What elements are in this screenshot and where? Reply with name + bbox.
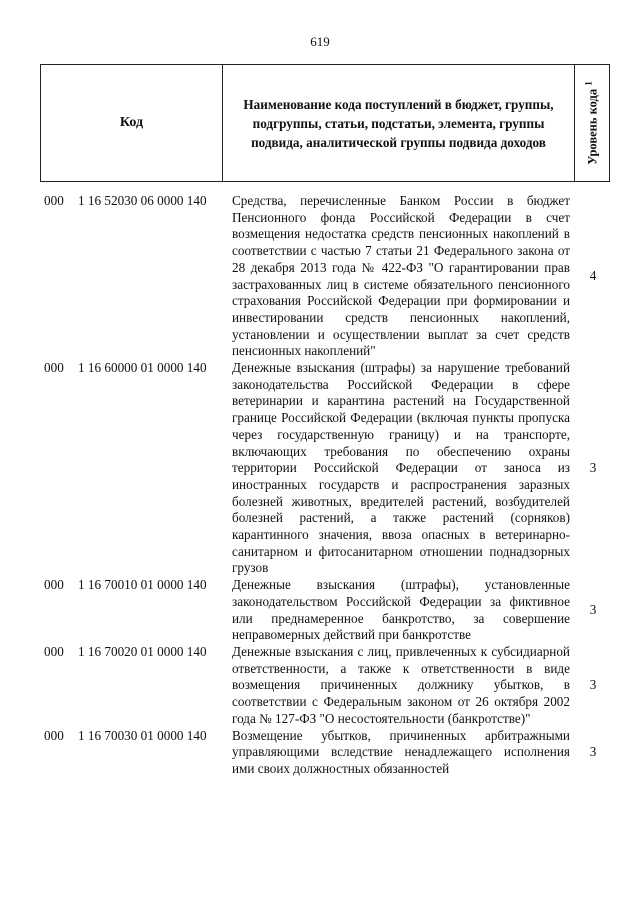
row-name: Средства, перечисленные Банком России в бюджет Пенсионного фонда Российской Федерации в счет возмещения недостатка средств пенсионных накоплений в соответствии с частью 7 статьи 21 Федерального закона от 28 декабря 2013 года № 422-ФЗ "О гарантировании прав застрахованных лиц в системе обязательного пенсионного страхования Российской Федерации при формировании и инвестировании средств пенсионных накоплений, установлении и осуществлении выплат за счет средств пенсионных накоплений" [232,193,570,359]
page-number: 619 [310,34,330,49]
row-prefix: 000 [44,577,64,593]
row-code: 1 16 70010 01 0000 140 [78,577,207,593]
table-header [40,64,610,182]
row-level: 4 [589,268,597,284]
row-code: 1 16 52030 06 0000 140 [78,193,207,208]
row-code: 1 16 70020 01 0000 140 [78,643,207,659]
row-name: Денежные взыскания (штрафы) за нарушение требований законодательства Российской Федерации в сфере ветеринарии и карантина растений на Государственной границе Российской Федерации (включая пункты пропуска через государственную границу) и на транспорте, включающих требования по обеспечению охраны территории Российской Федерации от заноса из иностранных государств и распространения заразных болезней животных, вредителей растений, возбудителей болезней растений, а также растений (сорняков) карантинного значения, ввоза опасных в ветеринарно-санитарном и фитосанитарном отношении поднадзорных грузов [232,360,570,576]
table-row [40,644,610,728]
row-name: Денежные взыскания (штрафы), установленные законодательством Российской Федерации за фиктивное или преднамеренное банкротство, за совершение неправомерных действий при банкротстве [232,577,570,643]
row-level: 3 [589,460,597,476]
row-code: 1 16 60000 01 0000 140 [78,360,207,376]
row-level: 3 [589,602,597,618]
row-code: 1 16 70030 01 0000 140 [78,727,207,743]
row-name: Денежные взыскания с лиц, привлеченных к субсидиарной ответственности, а также к ответственности в виде возмещения причиненных должнику убытков, в соответствии с Федеральным законом от 26 октября 2002 года № 127-ФЗ "О несостоятельности (банкротстве)" [232,643,570,726]
row-prefix: 000 [44,360,64,376]
header-code [41,65,223,181]
table-row [40,360,610,577]
row-prefix: 000 [44,727,64,743]
header-level [575,65,609,181]
header-name [223,65,575,181]
table-row [40,728,610,778]
row-prefix: 000 [44,193,64,208]
header-level-footnote: 1 [583,81,594,86]
header-level-text: Уровень кода [585,88,600,165]
header-level-label [583,81,600,164]
header-code-label: Код [119,115,144,130]
header-name-label: Наименование кода поступлений в бюджет, группы, подгруппы, статьи, подстатьи, элемента, группы подвида, аналитической группы подвида доходов [243,96,554,150]
table-row [40,577,610,644]
table-body [40,193,610,778]
row-level: 3 [589,677,597,693]
row-name: Возмещение убытков, причиненных арбитражными управляющими вследствие ненадлежащего исполнения ими своих должностных обязанностей [232,727,570,776]
row-prefix: 000 [44,643,64,659]
row-level: 3 [589,744,597,760]
table-row [40,193,610,360]
